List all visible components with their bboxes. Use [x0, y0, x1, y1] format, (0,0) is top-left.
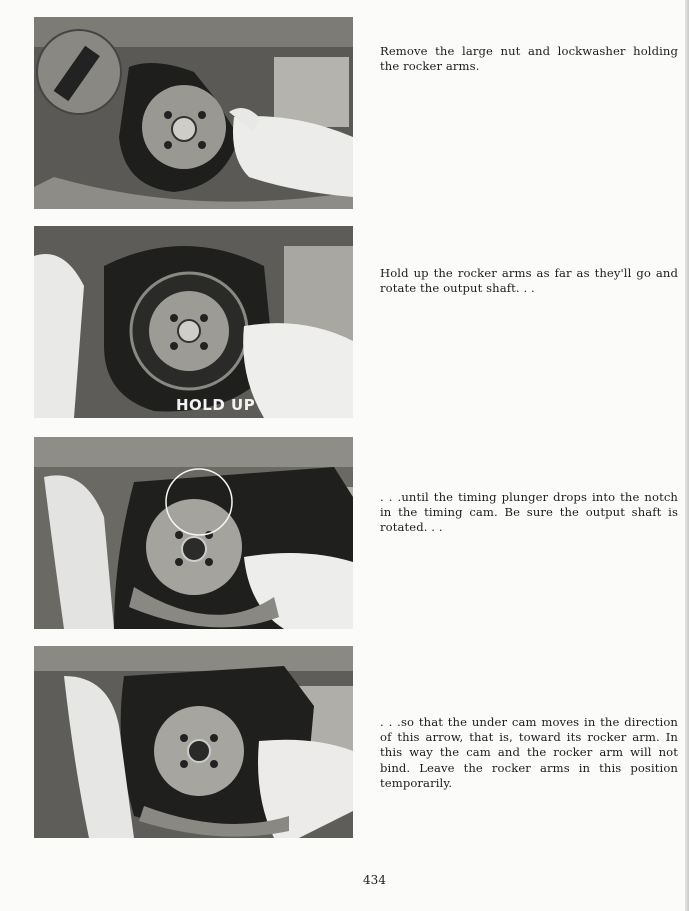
cam-assembly-photo-2 [34, 226, 353, 418]
step-caption-4: . . .so that the under cam moves in the direction of this arrow, that is, toward its rocker arm. In this way the cam and the rocker arm will not bind. Leave the rocker arms in this position temporarily. [380, 715, 678, 790]
step-caption-1: Remove the large nut and lockwasher holding the rocker arms. [380, 44, 678, 74]
step-caption-2: Hold up the rocker arms as far as they'll go and rotate the output shaft. . . [380, 266, 678, 296]
photo-label-hold-up: HOLD UP [176, 396, 256, 414]
step-photo-4 [34, 646, 353, 838]
page-number: 434 [363, 873, 386, 887]
step-caption-3: . . .until the timing plunger drops into the notch in the timing cam. Be sure the output shaft is rotated. . . [380, 490, 678, 535]
page-edge-shadow [685, 0, 689, 911]
cam-assembly-photo-4 [34, 646, 353, 838]
step-photo-1 [34, 17, 353, 209]
cam-assembly-photo-1 [34, 17, 353, 209]
cam-assembly-photo-3 [34, 437, 353, 629]
step-photo-2 [34, 226, 353, 418]
step-photo-3 [34, 437, 353, 629]
